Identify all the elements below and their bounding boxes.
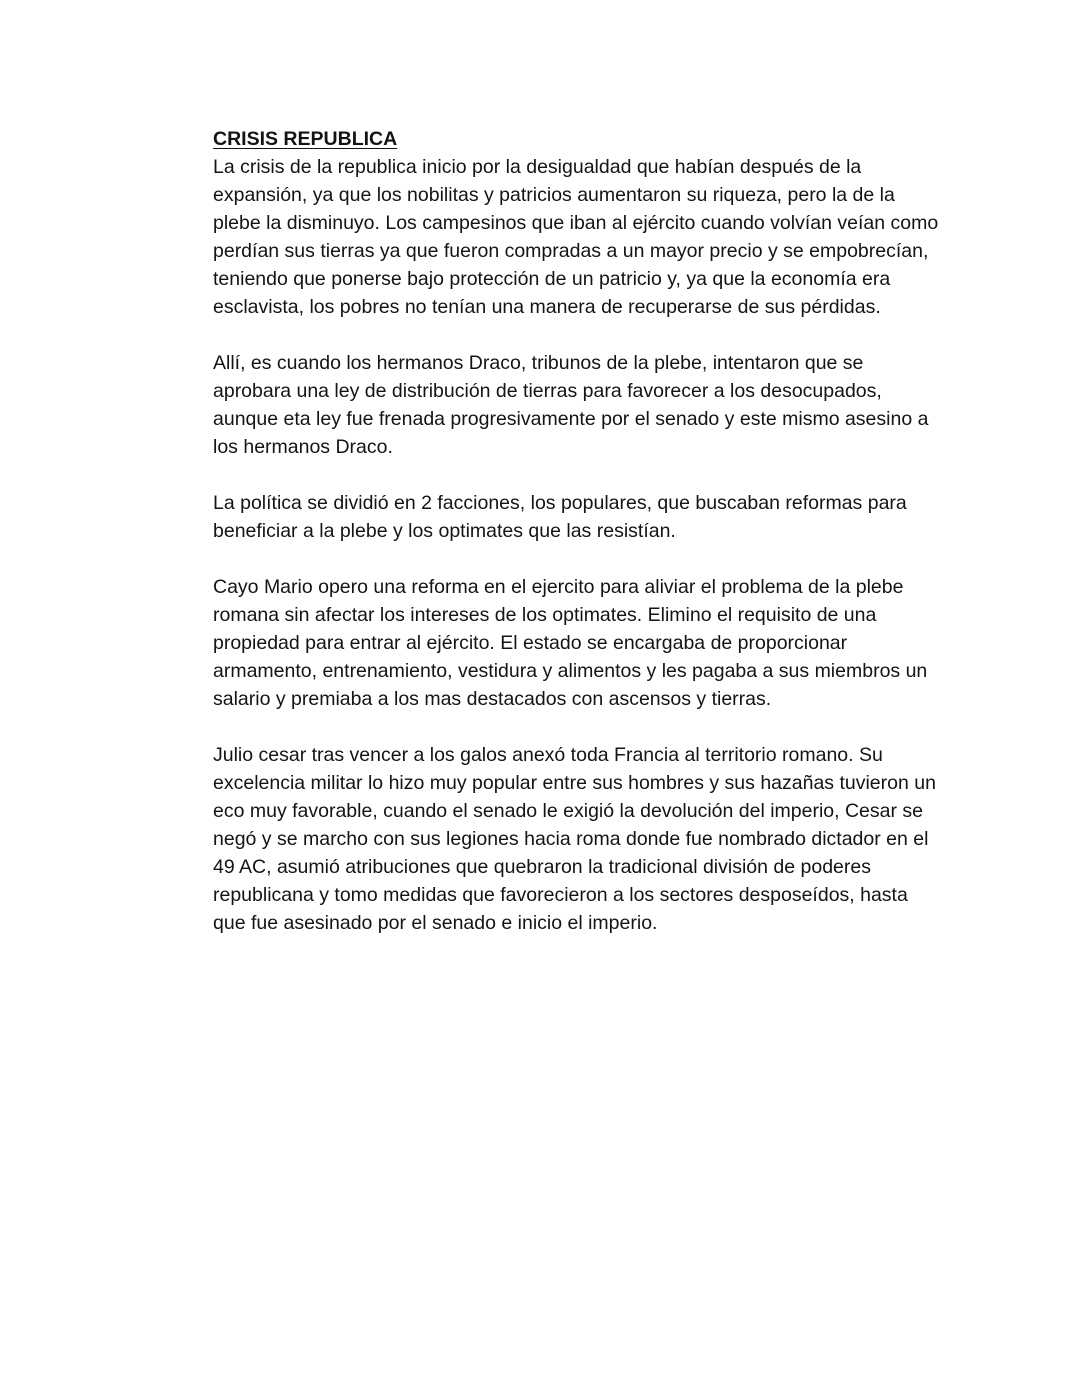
- text-line: Cayo Mario opero una reforma en el ejercito para aliviar el problema de la plebe: [213, 576, 904, 598]
- document-body: [213, 125, 953, 965]
- text-line: La política se dividió en 2 facciones, los populares, que buscaban reformas para: [213, 492, 907, 514]
- text-line: La crisis de la republica inicio por la desigualdad que habían después de la: [213, 156, 862, 178]
- text-line: que fue asesinado por el senado e inicio el imperio.: [213, 912, 658, 934]
- text-line: teniendo que ponerse bajo protección de un patricio y, ya que la economía era: [213, 268, 891, 290]
- text-line: aunque eta ley fue frenada progresivamente por el senado y este mismo asesino a: [213, 408, 929, 430]
- text-line: los hermanos Draco.: [213, 436, 393, 458]
- text-line: excelencia militar lo hizo muy popular entre sus hombres y sus hazañas tuvieron un: [213, 772, 936, 794]
- paragraph-hermanos-draco: [213, 349, 953, 461]
- text-line: beneficiar a la plebe y los optimates que las resistían.: [213, 520, 676, 542]
- text-line: eco muy favorable, cuando el senado le exigió la devolución del imperio, Cesar se: [213, 800, 923, 822]
- document-title: CRISIS REPUBLICA: [213, 128, 398, 150]
- text-line: negó y se marcho con sus legiones hacia roma donde fue nombrado dictador en el: [213, 828, 929, 850]
- text-line: esclavista, los pobres no tenían una manera de recuperarse de sus pérdidas.: [213, 296, 881, 318]
- text-line: plebe la disminuyo. Los campesinos que iban al ejército cuando volvían veían como: [213, 212, 939, 234]
- paragraph-julio-cesar: [213, 741, 953, 937]
- text-line: 49 AC, asumió atribuciones que quebraron la tradicional división de poderes: [213, 856, 871, 878]
- text-line: romana sin afectar los intereses de los optimates. Elimino el requisito de una: [213, 604, 877, 626]
- paragraph-cayo-mario: [213, 573, 953, 713]
- text-line: expansión, ya que los nobilitas y patricios aumentaron su riqueza, pero la de la: [213, 184, 895, 206]
- text-line: armamento, entrenamiento, vestidura y alimentos y les pagaba a sus miembros un: [213, 660, 928, 682]
- text-line: Julio cesar tras vencer a los galos anexó toda Francia al territorio romano. Su: [213, 744, 883, 766]
- text-line: aprobara una ley de distribución de tierras para favorecer a los desocupados,: [213, 380, 882, 402]
- text-line: Allí, es cuando los hermanos Draco, tribunos de la plebe, intentaron que se: [213, 352, 864, 374]
- paragraph-facciones: [213, 489, 953, 545]
- text-line: republicana y tomo medidas que favorecieron a los sectores desposeídos, hasta: [213, 884, 908, 906]
- text-line: salario y premiaba a los mas destacados con ascensos y tierras.: [213, 688, 772, 710]
- text-line: propiedad para entrar al ejército. El estado se encargaba de proporcionar: [213, 632, 848, 654]
- text-line: perdían sus tierras ya que fueron compradas a un mayor precio y se empobrecían,: [213, 240, 929, 262]
- paragraph-crisis-origin: [213, 153, 953, 321]
